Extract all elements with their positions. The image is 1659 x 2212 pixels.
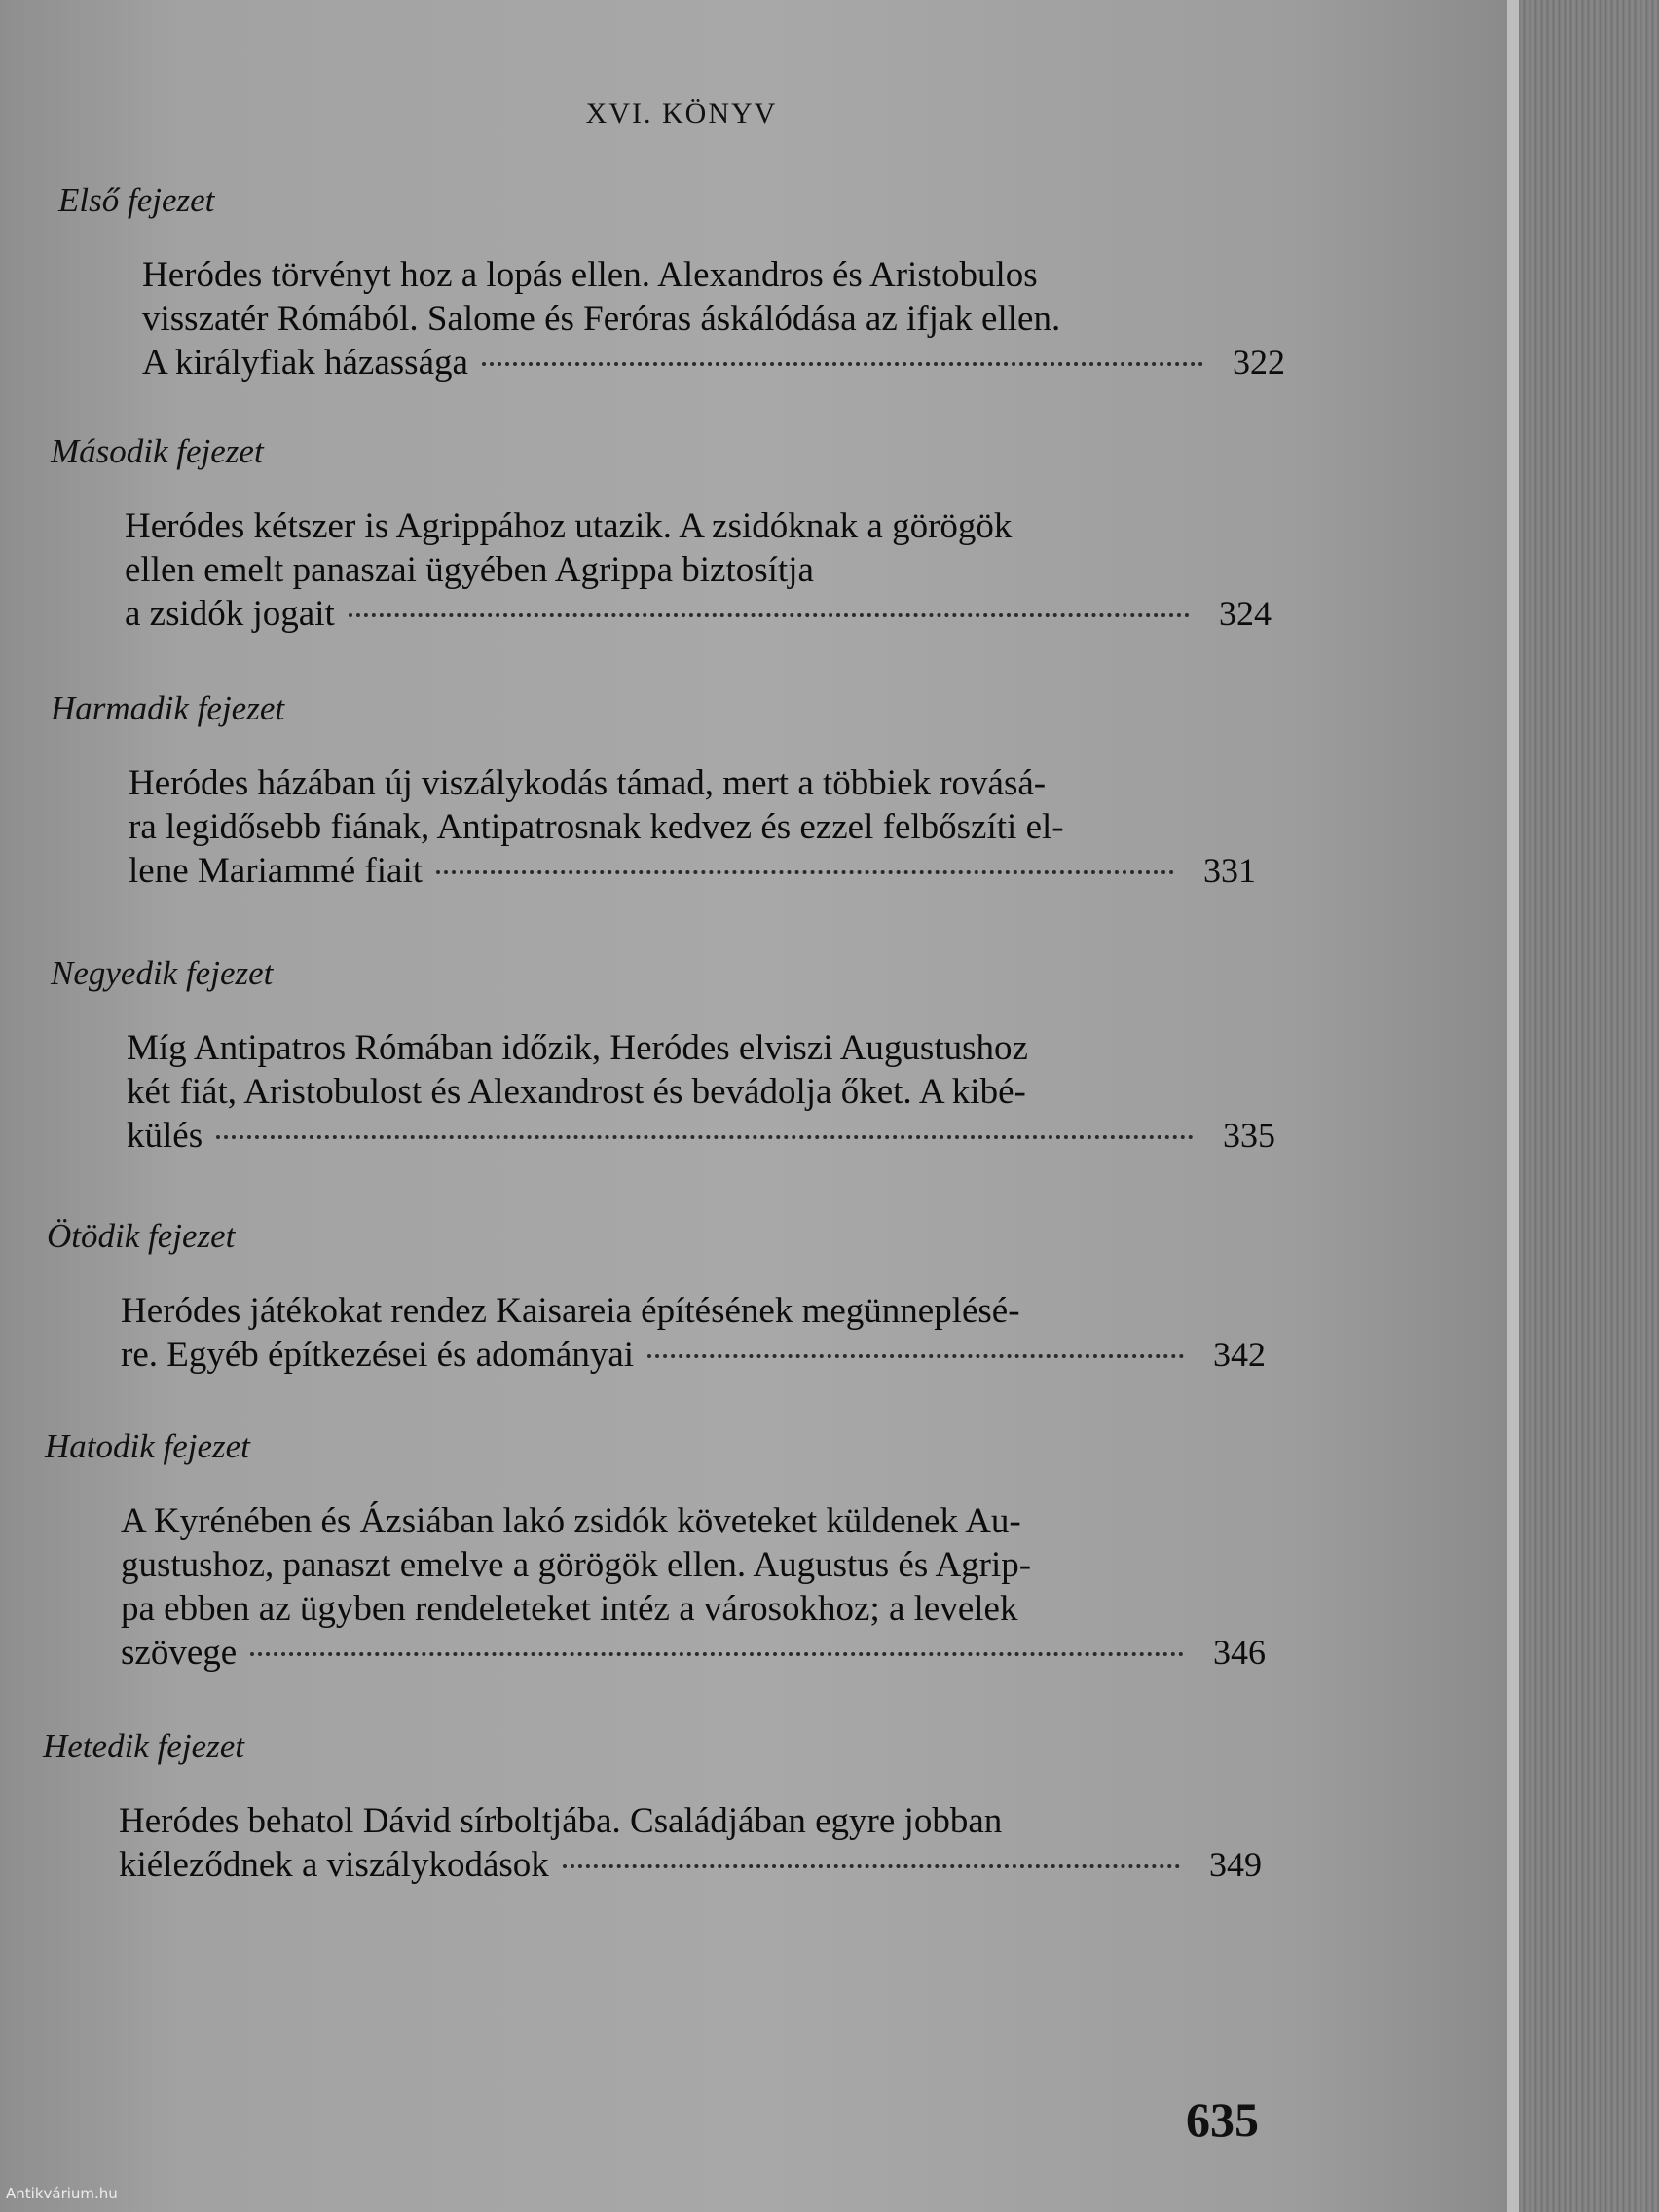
page-number: 335 bbox=[1223, 1116, 1275, 1155]
toc-entry-line[interactable] bbox=[125, 592, 1272, 636]
toc-entry-line[interactable] bbox=[129, 849, 1256, 893]
chapter-entry bbox=[0, 1217, 1285, 1377]
chapter-title: Hetedik fejezet bbox=[43, 1727, 244, 1765]
chapter-title: Negyedik fejezet bbox=[51, 954, 274, 992]
page-number: 346 bbox=[1213, 1633, 1266, 1672]
summary-line: ellen emelt panaszai ügyében Agrippa biztosítja bbox=[125, 550, 814, 590]
summary-last-line: kiéleződnek a viszálykodások bbox=[119, 1845, 549, 1885]
toc-entry-line[interactable] bbox=[119, 1843, 1262, 1887]
chapter-title: Ötödik fejezet bbox=[47, 1217, 236, 1255]
dot-leader bbox=[482, 362, 1203, 366]
chapter-title: Második fejezet bbox=[51, 432, 264, 470]
chapter-summary bbox=[119, 1799, 1262, 1887]
summary-last-line: lene Mariammé fiait bbox=[129, 851, 424, 891]
chapter-entry bbox=[0, 432, 1285, 636]
chapter-entry bbox=[0, 689, 1285, 893]
summary-line: Heródes behatol Dávid sírboltjába. Családjában egyre jobban bbox=[119, 1801, 1003, 1841]
chapter-entry bbox=[0, 1427, 1285, 1675]
summary-line: gustushoz, panaszt emelve a görögök ellen. Augustus és Agrip- bbox=[121, 1545, 1032, 1585]
summary-last-line: szövege bbox=[121, 1633, 238, 1673]
dot-leader bbox=[349, 613, 1190, 617]
summary-line: ra legidősebb fiának, Antipatrosnak kedvez és ezzel felbőszíti el- bbox=[129, 807, 1064, 847]
toc-entry-line[interactable] bbox=[121, 1333, 1266, 1377]
chapter-summary bbox=[121, 1289, 1266, 1377]
chapter-summary bbox=[129, 761, 1256, 893]
summary-line: Míg Antipatros Rómában időzik, Heródes elviszi Augustushoz bbox=[127, 1028, 1028, 1068]
page-number: 324 bbox=[1219, 594, 1272, 633]
summary-last-line: külés bbox=[127, 1116, 203, 1156]
chapter-entry bbox=[0, 1727, 1285, 1887]
summary-last-line: a zsidók jogait bbox=[125, 594, 335, 634]
page-number: 322 bbox=[1233, 343, 1285, 382]
summary-line: A Kyrénében és Ázsiában lakó zsidók követeket küldenek Au- bbox=[121, 1501, 1021, 1541]
summary-last-line: A királyfiak házassága bbox=[142, 343, 468, 383]
chapter-entry bbox=[0, 954, 1285, 1158]
dot-leader bbox=[216, 1135, 1194, 1139]
chapter-title: Első fejezet bbox=[58, 181, 215, 219]
page-number: 331 bbox=[1203, 851, 1256, 890]
chapter-summary bbox=[121, 1499, 1266, 1675]
dot-leader bbox=[250, 1652, 1184, 1656]
page-number: 342 bbox=[1213, 1335, 1266, 1374]
summary-line: Heródes törvényt hoz a lopás ellen. Alexandros és Aristobulos bbox=[142, 255, 1038, 295]
summary-line: Heródes kétszer is Agrippához utazik. A zsidóknak a görögök bbox=[125, 506, 1013, 546]
chapter-summary bbox=[127, 1026, 1275, 1158]
watermark-text: Antikvárium.hu bbox=[6, 2185, 118, 2202]
chapter-summary bbox=[125, 504, 1272, 636]
running-head: XVI. KÖNYV bbox=[585, 97, 778, 129]
toc-entry-line[interactable] bbox=[121, 1631, 1266, 1675]
dot-leader bbox=[563, 1864, 1180, 1868]
book-spine bbox=[1519, 0, 1659, 2212]
summary-last-line: re. Egyéb építkezései és adományai bbox=[121, 1335, 635, 1375]
summary-line: pa ebben az ügyben rendeleteket intéz a városokhoz; a levelek bbox=[121, 1589, 1018, 1629]
chapter-title: Hatodik fejezet bbox=[45, 1427, 250, 1465]
page-number: 349 bbox=[1209, 1845, 1262, 1884]
summary-line: Heródes játékokat rendez Kaisareia építésének megünneplésé- bbox=[121, 1291, 1020, 1331]
folio-page-number: 635 bbox=[1186, 2092, 1259, 2147]
chapter-summary bbox=[142, 253, 1285, 385]
chapter-entry bbox=[0, 181, 1285, 385]
summary-line: két fiát, Aristobulost és Alexandrost és bevádolja őket. A kibé- bbox=[127, 1072, 1026, 1112]
chapter-title: Harmadik fejezet bbox=[51, 689, 285, 727]
dot-leader bbox=[436, 870, 1174, 874]
dot-leader bbox=[647, 1354, 1184, 1358]
summary-line: Heródes házában új viszálykodás támad, mert a többiek rovásá- bbox=[129, 763, 1047, 803]
toc-entry-line[interactable] bbox=[142, 341, 1285, 385]
summary-line: visszatér Rómából. Salome és Feróras áskálódása az ifjak ellen. bbox=[142, 299, 1061, 339]
toc-entry-line[interactable] bbox=[127, 1114, 1275, 1158]
